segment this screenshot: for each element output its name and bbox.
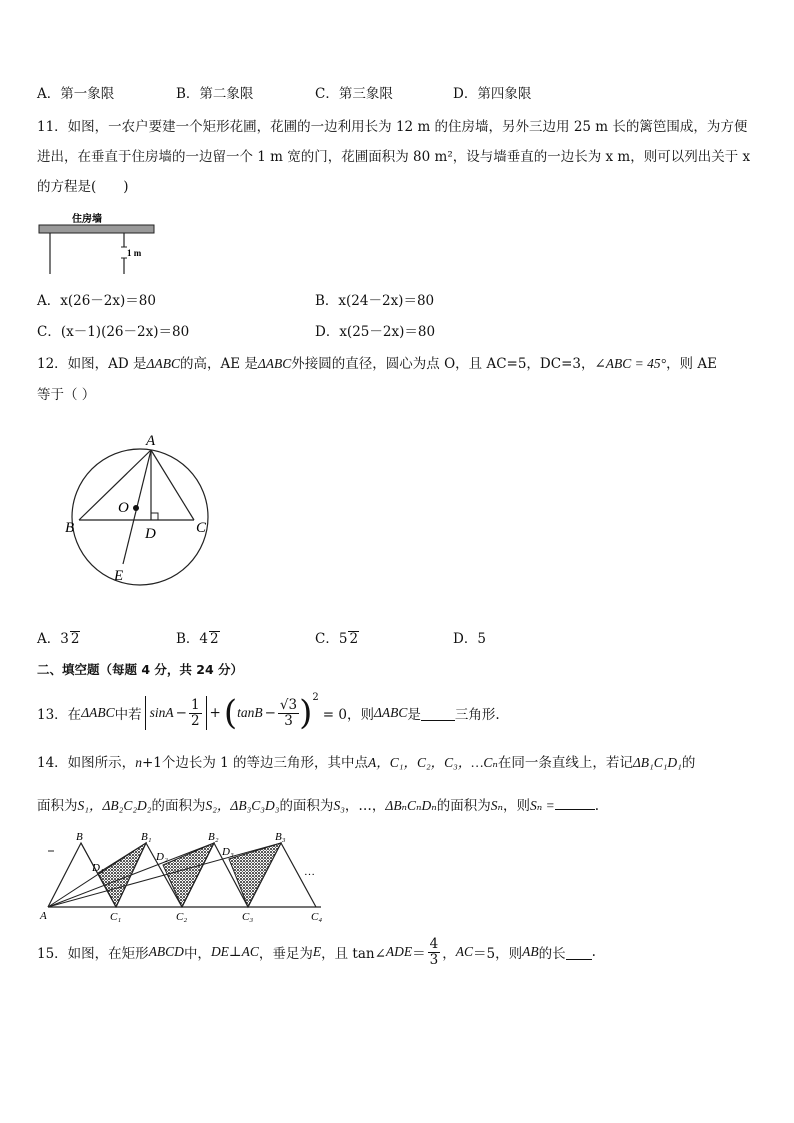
section-2-title: 二、填空题（每题 4 分，共 24 分）: [37, 662, 244, 677]
label-b: B: [76, 831, 83, 843]
q14-line2: 面积为S₁，ΔB₂C₂D₂的面积为S₂，ΔB₃C₃D₃的面积为S₃，…，ΔBₙCₙDₙ的面积为Sₙ，则Sₙ = .: [37, 794, 599, 814]
label-d2: D₂: [156, 851, 168, 863]
q12-option-b: B．4 2: [176, 631, 219, 647]
q11-option-d: D．x(25－2x)＝80: [315, 324, 436, 340]
label-c2: C₂: [176, 911, 188, 923]
q12-option-a: A．3 2: [37, 631, 80, 647]
label-b: B: [65, 520, 75, 536]
q13-triangle: ΔABC: [81, 705, 115, 720]
q10-option-a: A．第一象限: [37, 86, 115, 102]
label-e: E: [114, 568, 124, 584]
q12-line1: [37, 352, 717, 372]
q14-figure: [36, 827, 336, 925]
q12-figure: [60, 428, 220, 586]
label-c3: C₃: [242, 911, 254, 923]
q11-line2: 进出，在垂直于住房墙的一边留一个 1 m 宽的门，花圃面积为 80 m²，设与墙垂直的一边长为 x m，则可以列出关于 x: [37, 149, 751, 165]
q11-option-c: C．(x－1)(26－2x)＝80: [37, 324, 190, 340]
q10-option-d: D．第四象限: [453, 86, 532, 102]
label-ellipsis: …: [304, 866, 315, 878]
wall-label: 住房墙: [72, 214, 102, 225]
label-d1: D₁: [92, 862, 104, 874]
q12-triangle-1: ΔABC: [146, 356, 180, 371]
q15-line: 15．如图，在矩形 ABCD 中， DE⊥AC ，垂足为 E ，且 tan∠ ADE ＝ $\frac{4}{3}$ ， AC ＝5，则 AB 的长 .: [37, 935, 596, 968]
label-c1: C₁: [110, 911, 122, 923]
label-d: D: [145, 526, 156, 542]
q12-text-d: ，则 AE: [666, 356, 717, 372]
shaded-triangle-1: [98, 843, 146, 907]
label-a: A: [40, 910, 47, 922]
abs-value-expr: sinA − $\frac{1}{2}$: [145, 696, 207, 730]
q12-option-d: D．5: [453, 631, 486, 647]
q11-line3: 的方程是( ): [37, 179, 129, 195]
label-c: C: [196, 520, 207, 536]
q12-text-a: 12．如图，AD 是: [37, 356, 147, 372]
wall-bar: [39, 225, 154, 233]
q12-triangle-2: ΔABC: [257, 356, 292, 371]
side-ac: [151, 450, 194, 520]
q10-option-c: C．第三象限: [315, 86, 393, 102]
label-b2: B₂: [208, 831, 219, 843]
q14-answer-blank[interactable]: [555, 795, 595, 810]
q12-line2: 等于（ ）: [37, 387, 96, 403]
label-a: A: [146, 433, 156, 449]
q11-line1: 11．如图，一农户要建一个矩形花圃，花圃的一边利用长为 12 m 的住房墙，另外三边用 25 m 长的篱笆围成，为方便: [37, 119, 748, 135]
door-label: 1 m: [127, 248, 142, 258]
q15-answer-blank[interactable]: [566, 945, 592, 960]
q13-answer-blank[interactable]: [421, 706, 455, 721]
q12-option-c: C．5 2: [315, 631, 359, 647]
label-b1: B₁: [141, 831, 152, 843]
label-c4: C₄: [311, 911, 323, 923]
label-d3: D₃: [222, 846, 234, 858]
label-b3: B₃: [275, 831, 286, 843]
right-angle-mark: [151, 513, 158, 520]
q11-option-a: A．x(26－2x)＝80: [37, 293, 156, 309]
q13-line: 13．在 ΔABC 中若 sinA − $\frac{1}{2}$ + ( tanB − $\frac{√3}{3}$ ) 2 = 0，则 ΔABC 是 三角形.: [37, 692, 500, 733]
q12-angle: ∠ABC = 45°: [594, 356, 667, 371]
center-dot: [133, 505, 139, 511]
q10-option-b: B．第二象限: [176, 86, 254, 102]
squared-expr: ( tanB − $\frac{√3}{3}$ ) 2: [223, 692, 319, 733]
q12-text-c: 外接圆的直径，圆心为点 O，且 AC=5，DC=3，: [291, 356, 595, 372]
q12-text-b: 的高，AE 是: [179, 356, 258, 372]
shaded-triangle-3: [229, 843, 281, 907]
q11-figure: [36, 210, 166, 280]
circumcircle: [72, 449, 208, 585]
side-ab: [79, 450, 151, 520]
q14-line1: 14．如图所示，n+1个边长为 1 的等边三角形，其中点A，C₁，C₂，C₃，…Cₙ在同一条直线上，若记ΔB₁C₁D₁的: [37, 755, 696, 771]
q11-option-b: B．x(24－2x)＝80: [315, 293, 435, 309]
label-o: O: [118, 500, 129, 516]
